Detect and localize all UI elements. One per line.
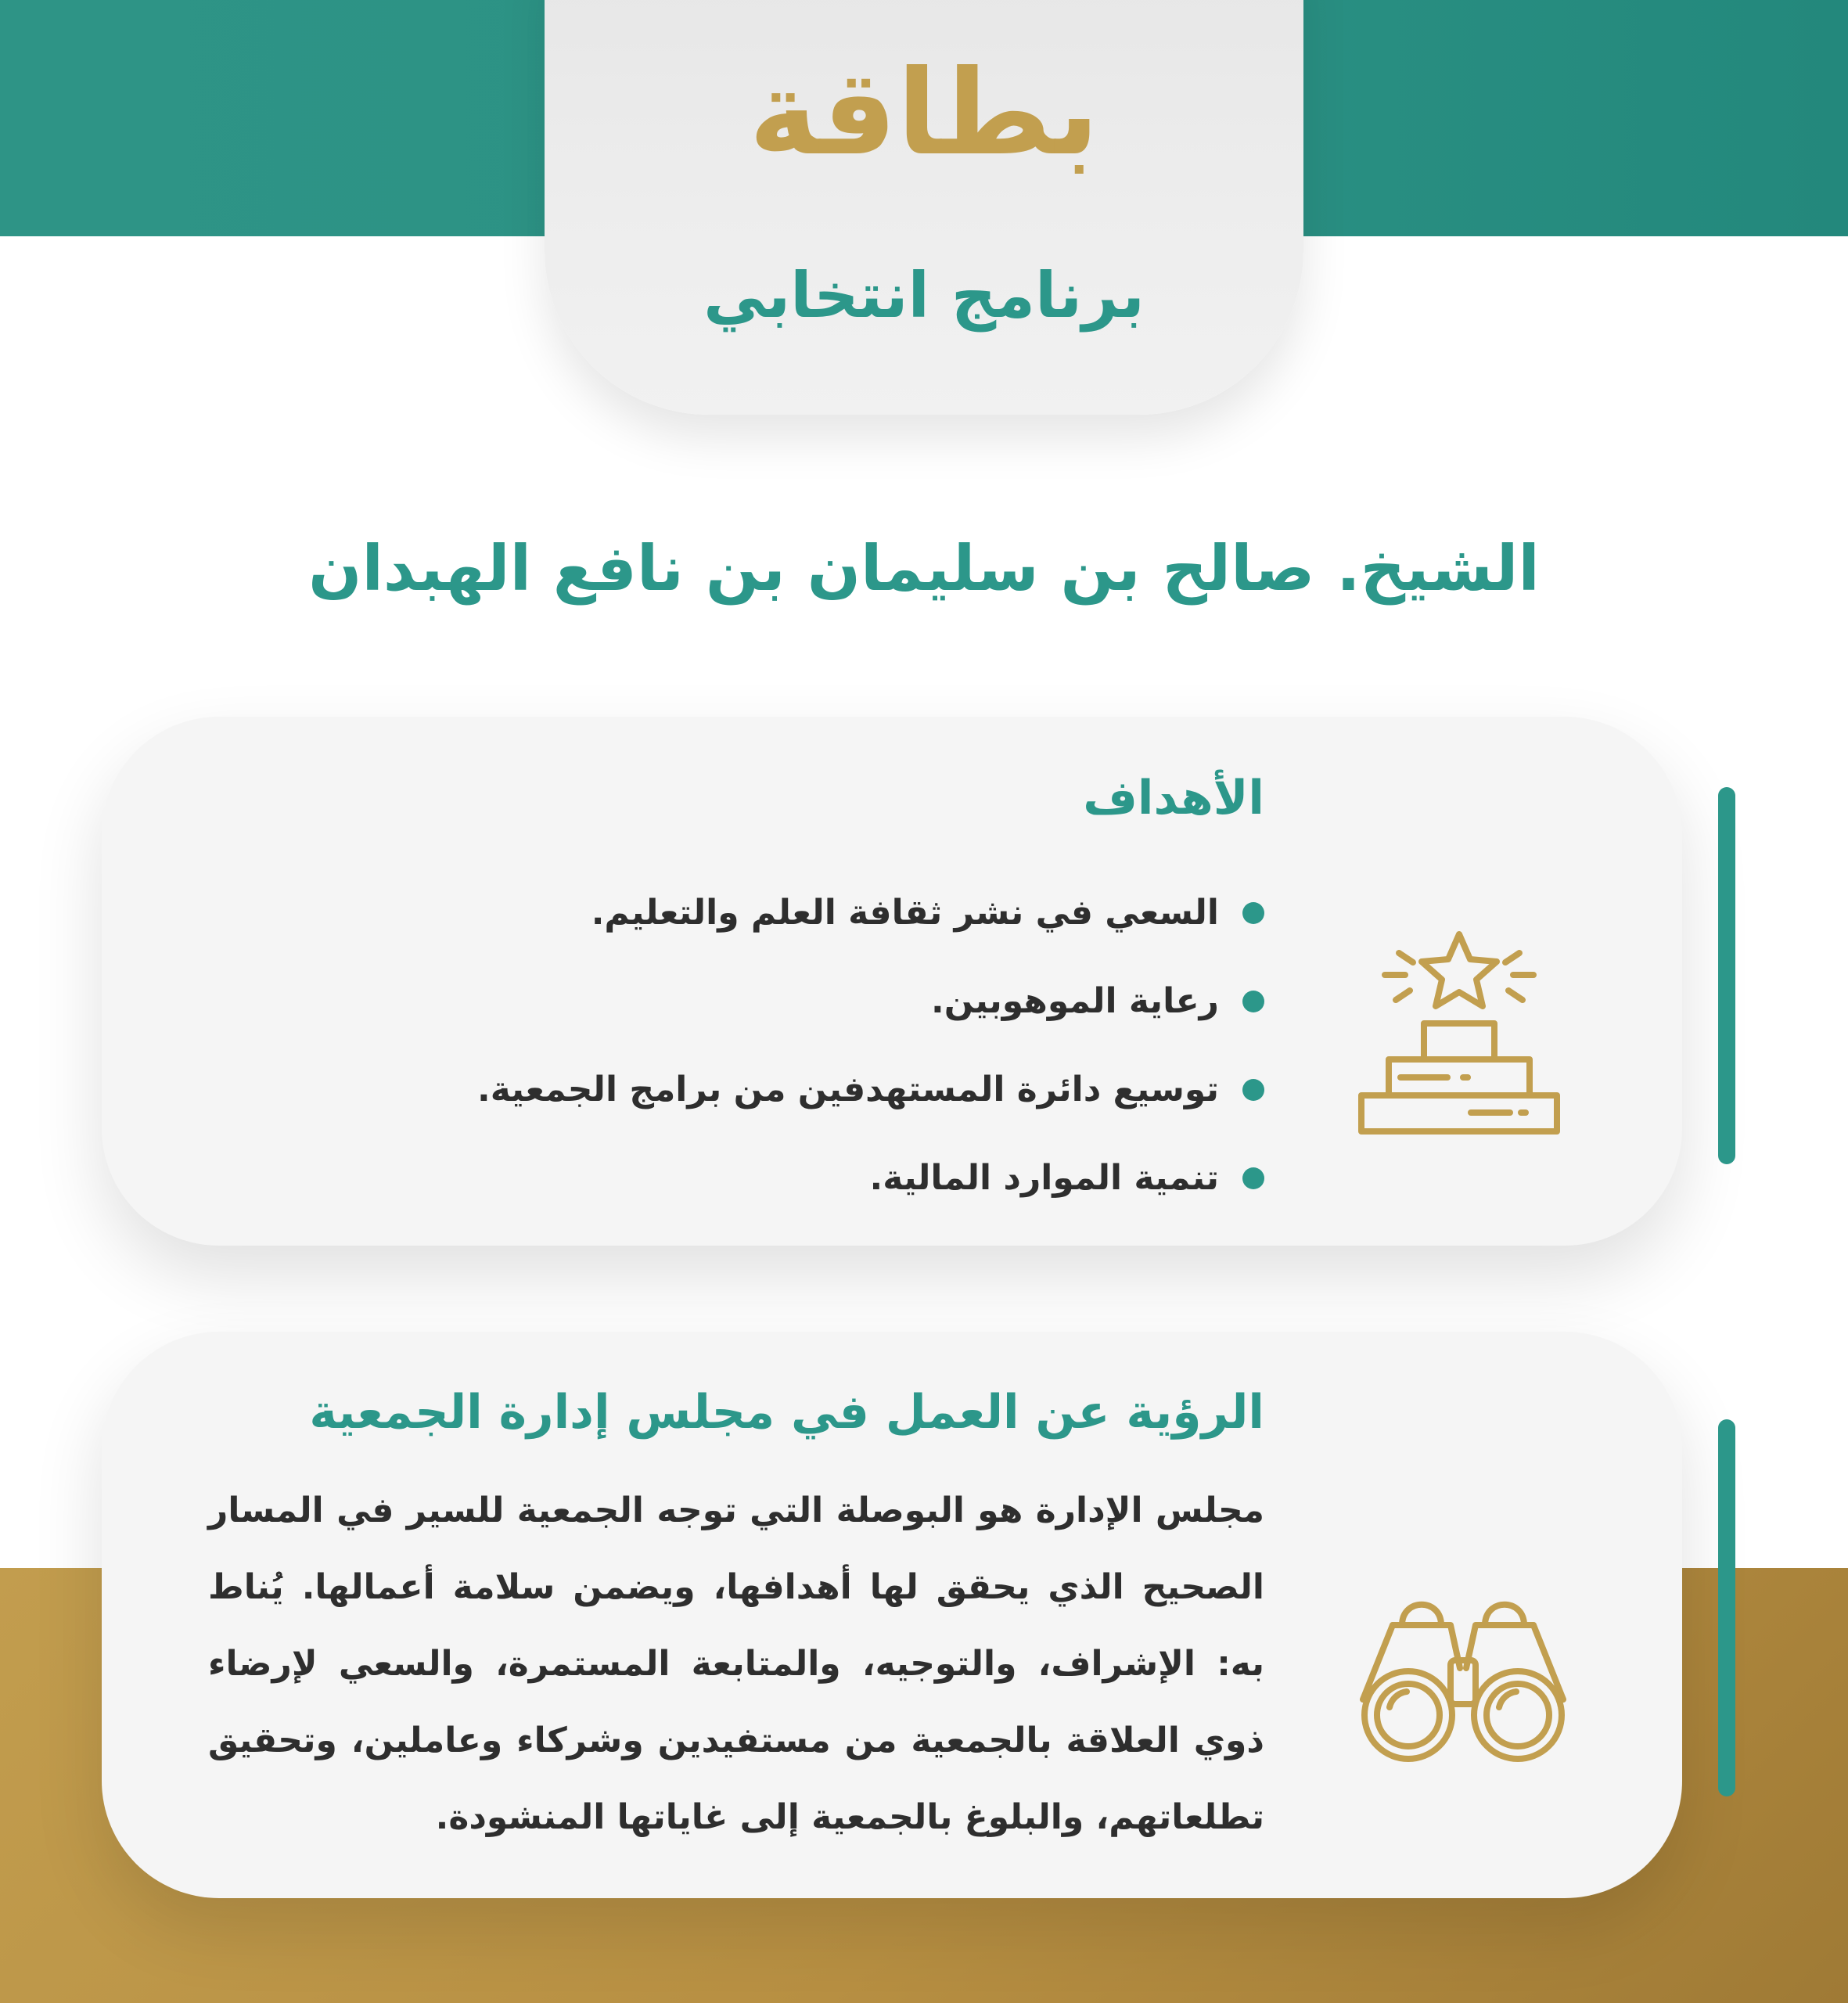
- bullet-dot: [1242, 1167, 1264, 1189]
- vision-title: الرؤية عن العمل في مجلس إدارة الجمعية: [309, 1385, 1264, 1440]
- podium-star-icon: [1354, 928, 1565, 1139]
- bullet-dot: [1242, 991, 1264, 1012]
- vision-accent-bar: [1718, 1419, 1735, 1796]
- goal-text: توسيع دائرة المستهدفين من برامج الجمعية.: [477, 1070, 1219, 1109]
- goals-accent-bar: [1718, 787, 1735, 1164]
- goal-text: السعي في نشر ثقافة العلم والتعليم.: [591, 893, 1219, 933]
- vision-body: مجلس الإدارة هو البوصلة التي توجه الجمعية للسير في المسار الصحيح الذي يحقق لها أهدافها، ويضمن سلامة أعمالها. يُناط به: الإشراف، والتوجيه، والمتابعة المستمرة، والسعي لإرضاء ذوي العلاقة بالجمعية من مستفيدين وشركاء وعاملين، وتحقيق تطلعاتهم، والبلوغ بالجمعية إلى غاياتها المنشودة.: [208, 1491, 1264, 1837]
- goal-item: [169, 1134, 1264, 1222]
- goals-title: الأهداف: [1083, 771, 1264, 825]
- goal-item: [169, 868, 1264, 957]
- candidate-name: الشيخ. صالح بن سليمان بن نافع الهبدان: [308, 532, 1540, 605]
- card-title: بطاقة: [749, 45, 1099, 182]
- goal-item: [169, 1045, 1264, 1134]
- bullet-dot: [1242, 902, 1264, 924]
- goals-list: [169, 868, 1264, 1222]
- goal-text: تنمية الموارد المالية.: [869, 1158, 1219, 1198]
- binoculars-icon: [1346, 1582, 1580, 1762]
- card-subtitle: برنامج انتخابي: [703, 259, 1145, 332]
- goal-text: رعاية الموهوبين.: [930, 981, 1219, 1021]
- bullet-dot: [1242, 1079, 1264, 1101]
- goal-item: [169, 957, 1264, 1045]
